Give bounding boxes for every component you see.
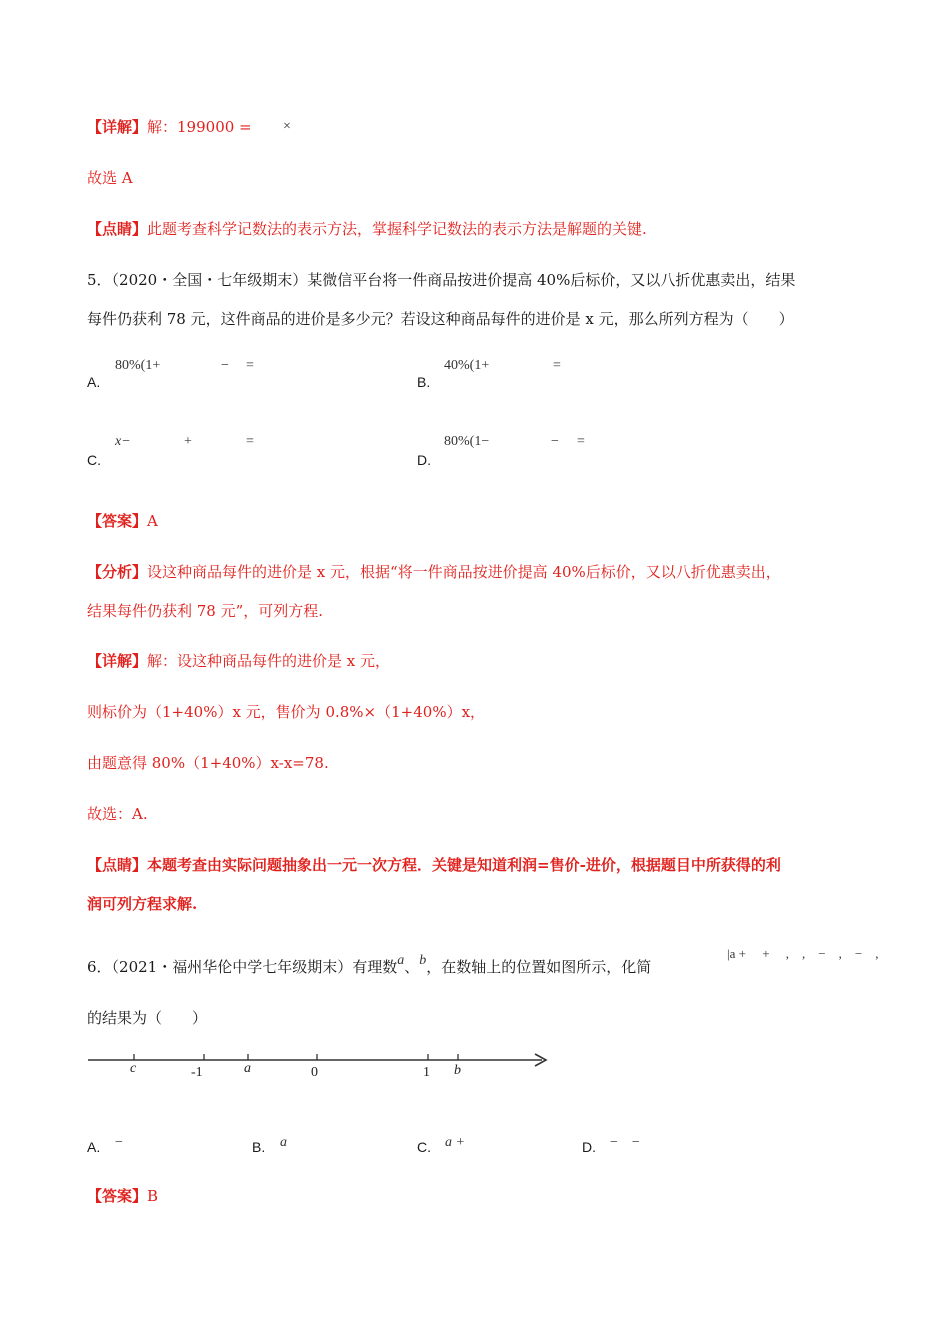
q6-line2: 的结果为（ ） [87, 1009, 208, 1027]
q5-option-b-label[interactable]: B. [417, 374, 431, 390]
q5-option-b-m2: = [553, 358, 561, 373]
q5-detail-line4: 故选：A. [87, 805, 148, 823]
q6-answer-line [87, 1186, 158, 1206]
label-neg1: -1 [191, 1065, 203, 1080]
label-0: 0 [311, 1065, 318, 1080]
q5-option-b-m1: 40%(1+ [444, 358, 490, 373]
q6-sep: 、 [404, 958, 420, 976]
detail-line [87, 117, 252, 137]
q6-expression: |a + + , , − , − , [727, 946, 879, 961]
q5-option-a-label[interactable]: A. [87, 374, 101, 390]
q6-line1 [87, 953, 652, 979]
q5-option-a-m2: − [221, 358, 229, 373]
q5-answer-line [87, 511, 158, 531]
q6-var-b: b [419, 953, 427, 968]
choose-line: 故选 A [87, 169, 133, 187]
q5-option-c-label[interactable]: C. [87, 452, 101, 468]
q5-option-d-m3: = [577, 434, 585, 449]
point-line [87, 219, 647, 239]
point-tag: 【点睛】 [87, 220, 148, 238]
q6-option-a-label[interactable]: A. [87, 1139, 101, 1155]
q5-analysis-tag: 【分析】 [87, 563, 148, 581]
q5-option-c-m3: = [246, 434, 254, 449]
q6-option-d-m: − − [610, 1135, 640, 1150]
q5-detail-tag: 【详解】 [87, 652, 148, 670]
q5-option-c-m1: x− [115, 434, 131, 449]
point-text: 此题考查科学记数法的表示方法，掌握科学记数法的表示方法是解题的关键. [147, 220, 647, 238]
q5-detail-line2: 则标价为（1+40%）x 元，售价为 0.8%×（1+40%）x， [87, 703, 486, 721]
q6-answer-tag: 【答案】 [87, 1187, 148, 1205]
q6-option-b-label[interactable]: B. [252, 1139, 266, 1155]
q6-option-b-m: a [280, 1135, 287, 1150]
q5-point-tag: 【点睛】 [87, 856, 148, 874]
label-1: 1 [423, 1065, 430, 1080]
q6-var-a: a [397, 953, 405, 968]
q5-option-d-m1: 80%(1− [444, 434, 490, 449]
q5-detail-line3: 由题意得 80%（1+40%）x-x=78. [87, 754, 329, 772]
q5-option-d-label[interactable]: D. [417, 452, 431, 468]
q6-line1-text: 6．（2021・福州华伦中学七年级期末）有理数 [87, 958, 398, 976]
q6-answer: B [147, 1187, 159, 1205]
q5-analysis-line2: 结果每件仍获利 78 元”，可列方程. [87, 602, 324, 620]
q5-answer: A [147, 512, 158, 530]
q6-option-d-label[interactable]: D. [582, 1139, 596, 1155]
q5-analysis-text1: 设这种商品每件的进价是 x 元，根据“将一件商品按进价提高 40%后标价，又以八折优惠卖出， [147, 563, 781, 581]
q6-option-a-m: − [115, 1135, 123, 1150]
q5-point-text1: 本题考查由实际问题抽象出一元一次方程．关键是知道利润=售价-进价，根据题目中所获得的利 [147, 856, 781, 874]
q5-line2: 每件仍获利 78 元，这件商品的进价是多少元？若设这种商品每件的进价是 x 元，那么所列方程为（ ） [87, 310, 794, 328]
q5-option-c-m2: + [184, 434, 192, 449]
q5-detail-text1: 解：设这种商品每件的进价是 x 元， [147, 652, 391, 670]
label-a: a [244, 1061, 251, 1076]
q5-detail-line1 [87, 651, 390, 671]
times-sign: × [283, 119, 291, 134]
q5-option-d-m2: − [551, 434, 559, 449]
q6-option-c-label[interactable]: C. [417, 1139, 431, 1155]
q5-point-line2: 润可列方程求解. [87, 895, 198, 913]
q5-answer-tag: 【答案】 [87, 512, 148, 530]
number-line [80, 1046, 560, 1086]
q5-analysis-line1 [87, 562, 781, 582]
detail-text: 解：199000 = [147, 118, 252, 136]
q5-line1: 5．（2020・全国・七年级期末）某微信平台将一件商品按进价提高 40%后标价，又以八折优惠卖出，结果 [87, 271, 796, 289]
q5-option-a-m1: 80%(1+ [115, 358, 161, 373]
q5-point-line1 [87, 855, 781, 875]
q5-option-a-m3: = [246, 358, 254, 373]
label-b: b [454, 1063, 461, 1078]
q6-line1-rest: ，在数轴上的位置如图所示，化简 [426, 958, 652, 976]
q6-option-c-m: a + [445, 1135, 465, 1150]
detail-tag: 【详解】 [87, 118, 148, 136]
label-c: c [130, 1061, 137, 1076]
